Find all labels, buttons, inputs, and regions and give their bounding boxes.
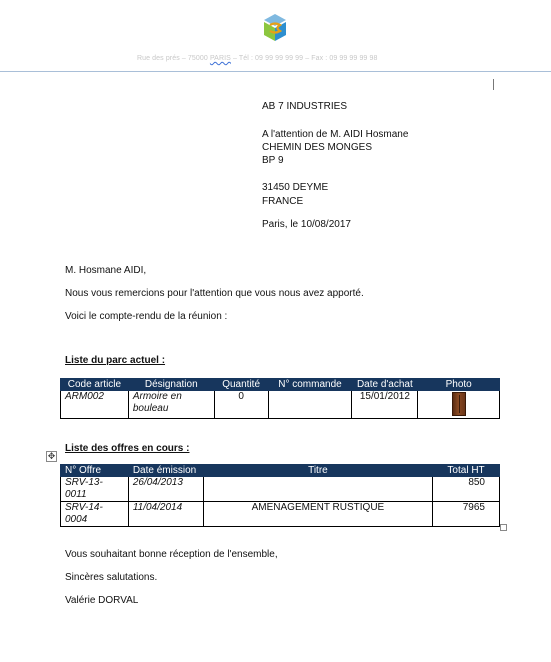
table-row: [61, 502, 500, 527]
address-city: PARIS: [209, 55, 231, 62]
cell-total[interactable]: 7965: [433, 502, 500, 527]
recipient-box[interactable]: BP 9: [262, 155, 284, 166]
closing-line[interactable]: Vous souhaitant bonne réception de l'ensemble,: [65, 549, 278, 560]
cell-date-achat[interactable]: 15/01/2012: [352, 391, 418, 419]
table-resize-handle-icon[interactable]: [500, 524, 507, 531]
offres-header-row: [61, 465, 500, 477]
col-total-ht[interactable]: Total HT: [433, 465, 500, 477]
col-titre[interactable]: Titre: [203, 465, 432, 477]
cell-photo[interactable]: [418, 391, 500, 419]
parc-header-row: [61, 379, 500, 391]
cell-titre[interactable]: [203, 477, 432, 502]
closing-salutations[interactable]: Sincères salutations.: [65, 572, 158, 583]
col-code-article[interactable]: Code article: [61, 379, 129, 391]
header-rule: [0, 71, 551, 72]
col-photo[interactable]: Photo: [418, 379, 500, 391]
signature[interactable]: Valérie DORVAL: [65, 595, 139, 606]
recipient-attention[interactable]: A l'attention de M. AIDI Hosmane: [262, 129, 409, 140]
col-quantite[interactable]: Quantité: [214, 379, 268, 391]
cell-total[interactable]: 850: [433, 477, 500, 502]
cell-code[interactable]: ARM002: [61, 391, 129, 419]
company-logo-icon: [262, 13, 288, 43]
cell-quantite[interactable]: 0: [214, 391, 268, 419]
cell-titre[interactable]: AMENAGEMENT RUSTIQUE: [203, 502, 432, 527]
cell-commande[interactable]: [268, 391, 352, 419]
col-numero-offre[interactable]: N° Offre: [61, 465, 129, 477]
parc-section-title[interactable]: Liste du parc actuel :: [65, 355, 166, 366]
recipient-street[interactable]: CHEMIN DES MONGES: [262, 142, 373, 153]
col-date-emission[interactable]: Date émission: [128, 465, 203, 477]
address-text: Rue des prés – 75000: [137, 55, 210, 62]
table-move-handle-icon[interactable]: ✥: [47, 451, 56, 461]
table-row: [61, 477, 500, 502]
salutation[interactable]: M. Hosmane AIDI,: [65, 265, 147, 276]
col-date-achat[interactable]: Date d'achat: [352, 379, 418, 391]
letter-date[interactable]: Paris, le 10/08/2017: [262, 219, 351, 230]
cell-numero[interactable]: SRV-13-0011: [61, 477, 129, 502]
wardrobe-photo[interactable]: [452, 392, 466, 416]
cell-date[interactable]: 11/04/2014: [128, 502, 203, 527]
offres-table[interactable]: [60, 464, 500, 527]
contact-text: – Tél : 09 99 99 99 99 – Fax : 09 99 99 99 98: [230, 55, 378, 62]
cell-date[interactable]: 26/04/2013: [128, 477, 203, 502]
col-commande[interactable]: N° commande: [268, 379, 352, 391]
cell-numero[interactable]: SRV-14-0004: [61, 502, 129, 527]
paragraph-intro[interactable]: Voici le compte-rendu de la réunion :: [65, 311, 228, 322]
col-designation[interactable]: Désignation: [128, 379, 214, 391]
company-address-header: [137, 55, 417, 62]
recipient-country[interactable]: FRANCE: [262, 196, 304, 207]
recipient-postal-city[interactable]: 31450 DEYME: [262, 182, 329, 193]
cell-designation[interactable]: Armoire en bouleau: [128, 391, 214, 419]
parc-table[interactable]: [60, 378, 500, 419]
table-row: [61, 391, 500, 419]
offres-section-title[interactable]: Liste des offres en cours :: [65, 443, 190, 454]
paragraph-thanks[interactable]: Nous vous remercions pour l'attention que vous nous avez apporté.: [65, 288, 364, 299]
text-cursor: [493, 79, 494, 90]
recipient-company[interactable]: AB 7 INDUSTRIES: [262, 101, 348, 112]
